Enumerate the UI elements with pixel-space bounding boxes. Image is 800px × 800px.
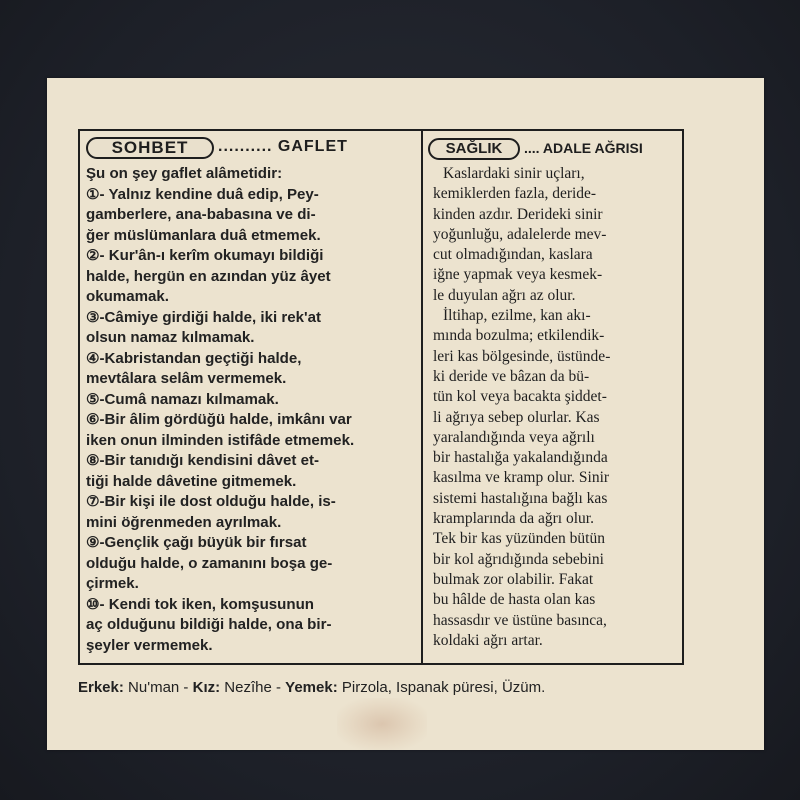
saglik-column bbox=[433, 164, 681, 651]
saglik-line: bir hastalığa yakalandığında bbox=[433, 449, 608, 467]
sohbet-line: gamberlere, ana-babasına ve di- bbox=[86, 207, 316, 223]
erkek-label: Erkek: bbox=[78, 679, 124, 696]
saglik-line: kramplarında da ağrı olur. bbox=[433, 510, 594, 528]
sohbet-line: ⑤-Cumâ namazı kılmamak. bbox=[86, 391, 279, 408]
sohbet-line: okumamak. bbox=[86, 289, 169, 305]
sohbet-line: olduğu halde, o zamanını boşa ge- bbox=[86, 555, 333, 572]
erkek-value: Nu'man bbox=[128, 679, 180, 696]
sohbet-line: ⑥-Bir âlim gördüğü halde, imkânı var bbox=[86, 412, 352, 428]
saglik-line: leri kas bölgesinde, üstünde- bbox=[433, 347, 611, 365]
saglik-line: sistemi hastalığına bağlı kas bbox=[433, 489, 608, 507]
sohbet-line: ②- Kur'ân-ı kerîm okumayı bildiği bbox=[86, 248, 324, 264]
saglik-line: yoğunluğu, adalelerde mev- bbox=[433, 225, 607, 243]
sohbet-line: ⑩- Kendi tok iken, komşusunun bbox=[86, 596, 315, 613]
gaflet-heading: .......... GAFLET bbox=[218, 138, 348, 155]
sohbet-line: ④-Kabristandan geçtiği halde, bbox=[86, 350, 302, 367]
sohbet-line: ⑧-Bir tanıdığı kendisini dâvet et- bbox=[86, 453, 320, 469]
saglik-line: ki deride ve bâzan da bü- bbox=[433, 367, 590, 385]
saglik-line: yaralandığında veya ağrılı bbox=[433, 428, 595, 446]
saglik-line: tün kol veya bacakta şiddet- bbox=[433, 388, 607, 406]
saglik-line: Tek bir kas yüzünden bütün bbox=[433, 530, 605, 548]
sohbet-line: Şu on şey gaflet alâmetidir: bbox=[86, 166, 283, 182]
sohbet-column bbox=[86, 164, 433, 656]
sohbet-line: olsun namaz kılmamak. bbox=[86, 330, 255, 346]
saglik-line: li ağrıya sebep olurlar. Kas bbox=[433, 408, 600, 426]
saglik-line: hassasdır ve üstüne basınca, bbox=[433, 611, 607, 629]
saglik-line: bu hâlde de hasta olan kas bbox=[433, 591, 596, 609]
saglik-line: le duyulan ağrı az olur. bbox=[433, 286, 576, 304]
yemek-value: Pirzola, Ispanak püresi, Üzüm. bbox=[341, 679, 546, 696]
sohbet-line: ğer müslümanlara duâ etmemek. bbox=[86, 227, 321, 244]
footer-line bbox=[78, 679, 545, 696]
saglik-line: cut olmadığından, kaslara bbox=[433, 246, 593, 264]
separator: - bbox=[179, 679, 193, 696]
saglik-line: bulmak zor olabilir. Fakat bbox=[433, 570, 594, 588]
sohbet-line: tiği halde dâvetine gitmemek. bbox=[86, 473, 297, 490]
sohbet-line: şeyler vermemek. bbox=[86, 637, 213, 654]
saglik-line: iğne yapmak veya kesmek- bbox=[433, 266, 603, 284]
sohbet-line: ①- Yalnız kendine duâ edip, Pey- bbox=[86, 186, 319, 203]
saglik-label: SAĞLIK bbox=[428, 138, 520, 160]
sohbet-line: ⑦-Bir kişi ile dost olduğu halde, is- bbox=[86, 494, 336, 510]
kiz-label: Kız: bbox=[192, 679, 221, 696]
sohbet-line: çirmek. bbox=[86, 576, 139, 592]
adale-heading: .... ADALE AĞRISI bbox=[524, 140, 643, 156]
yemek-label: Yemek: bbox=[285, 679, 338, 696]
sohbet-label: SOHBET bbox=[86, 137, 214, 159]
separator: - bbox=[271, 679, 286, 696]
saglik-line: bir kol ağrıdığında sebebini bbox=[433, 550, 604, 568]
saglik-line: kemiklerden fazla, deride- bbox=[433, 185, 597, 203]
sohbet-line: iken onun ilminden istifâde etmemek. bbox=[86, 432, 355, 449]
kiz-value: Nezîhe bbox=[224, 679, 272, 696]
saglik-line: Kaslardaki sinir uçları, bbox=[443, 165, 585, 182]
saglik-line: kasılma ve kramp olur. Sinir bbox=[433, 469, 610, 487]
sohbet-line: mevtâlara selâm vermemek. bbox=[86, 371, 287, 387]
sohbet-line: halde, hergün en azından yüz âyet bbox=[86, 268, 331, 285]
saglik-line: kinden azdır. Derideki sinir bbox=[433, 205, 603, 223]
stain-mark bbox=[337, 698, 427, 750]
sohbet-line: aç olduğunu bildiği halde, ona bir- bbox=[86, 617, 332, 633]
saglik-line: koldaki ağrı artar. bbox=[433, 631, 543, 649]
saglik-line: mında bozulma; etkilendik- bbox=[433, 327, 605, 345]
sohbet-line: ③-Câmiye girdiği halde, iki rek'at bbox=[86, 309, 322, 326]
sohbet-line: ⑨-Gençlik çağı büyük bir fırsat bbox=[86, 535, 307, 551]
saglik-line: İltihap, ezilme, kan akı- bbox=[443, 307, 591, 325]
sohbet-line: mini öğrenmeden ayrılmak. bbox=[86, 514, 282, 531]
